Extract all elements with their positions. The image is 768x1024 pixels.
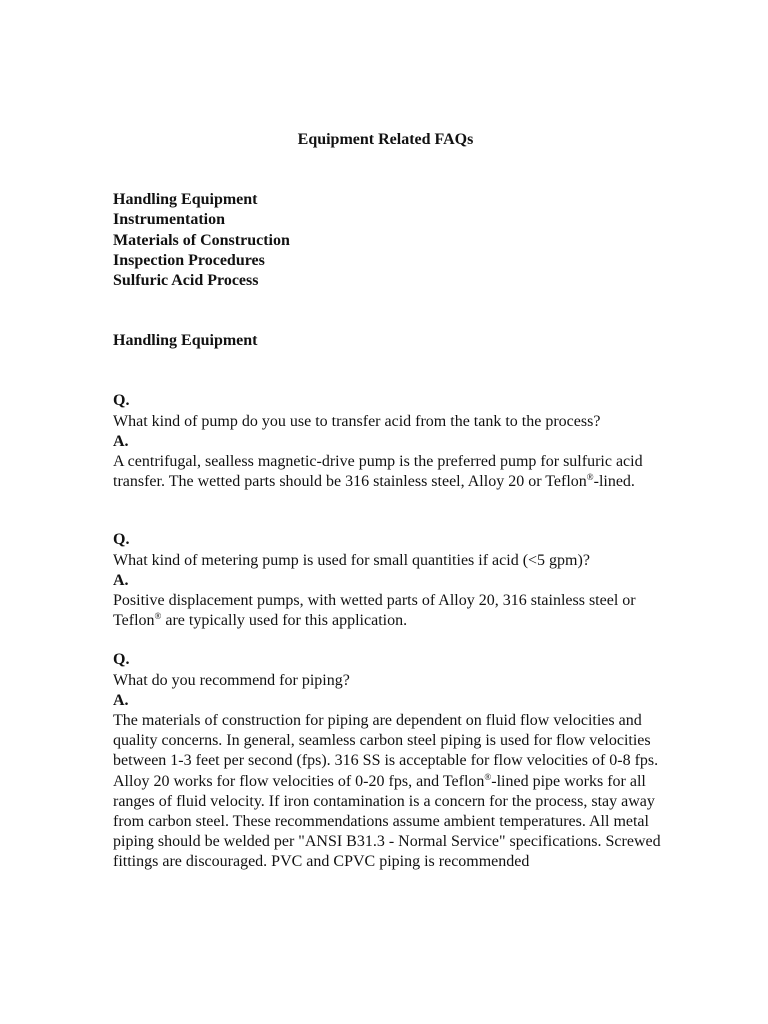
answer-text-part: -lined pipe works for all ranges of fluid velocity. If iron contamination is a concern for the process, stay away from carbon steel. These recommendations assume ambient temperatures. All metal piping should be welded per "ANSI B31.3 - Normal Service" specifications. Screwed fittings are discouraged. PVC and CPVC piping is recommended bbox=[113, 772, 661, 871]
question-label: Q. bbox=[113, 651, 130, 669]
faq-item bbox=[113, 391, 673, 492]
registered-mark: ® bbox=[154, 611, 162, 622]
faq-item bbox=[113, 530, 673, 631]
answer-text-part: -lined. bbox=[593, 473, 635, 491]
faq-item bbox=[113, 650, 673, 872]
table-of-contents bbox=[113, 190, 673, 291]
answer-text bbox=[113, 711, 673, 873]
answer-text-part: A centrifugal, sealless magnetic-drive pump is the preferred pump for sulfuric acid transfer. The wetted parts should be 316 stainless steel, Alloy 20 or Teflon bbox=[113, 453, 643, 491]
toc-item-materials-of-construction[interactable]: Materials of Construction bbox=[113, 231, 290, 249]
registered-mark: ® bbox=[586, 472, 594, 483]
answer-text bbox=[113, 591, 673, 631]
answer-text bbox=[113, 452, 673, 492]
toc-item-instrumentation[interactable]: Instrumentation bbox=[113, 211, 226, 229]
document-title: Equipment Related FAQs bbox=[297, 131, 474, 148]
question-text: What kind of pump do you use to transfer acid from the tank to the process? bbox=[113, 412, 601, 430]
answer-text-part: Positive displacement pumps, with wetted parts of Alloy 20, 316 stainless steel or Teflon bbox=[113, 592, 636, 630]
answer-label: A. bbox=[113, 571, 129, 589]
toc-item-inspection-procedures[interactable]: Inspection Procedures bbox=[113, 251, 265, 269]
registered-mark: ® bbox=[484, 771, 492, 782]
answer-text-part: are typically used for this application. bbox=[161, 612, 408, 630]
question-text: What do you recommend for piping? bbox=[113, 671, 350, 689]
document-page bbox=[113, 130, 673, 873]
answer-label: A. bbox=[113, 691, 129, 709]
question-text: What kind of metering pump is used for small quantities if acid (<5 gpm)? bbox=[113, 551, 590, 569]
answer-label: A. bbox=[113, 432, 129, 450]
section-heading: Handling Equipment bbox=[113, 332, 258, 350]
question-label: Q. bbox=[113, 531, 130, 549]
answer-text-part: The materials of construction for piping are dependent on fluid flow velocities and quality concerns. In general, seamless carbon steel piping is used for flow velocities between 1-3 feet per second (fps). 316 SS is acceptable for flow velocities of 0-8 fps. Alloy 20 works for flow velocities of 0-20 fps, and Teflon bbox=[113, 712, 659, 790]
question-label: Q. bbox=[113, 392, 130, 410]
toc-item-handling-equipment[interactable]: Handling Equipment bbox=[113, 191, 258, 209]
toc-item-sulfuric-acid-process[interactable]: Sulfuric Acid Process bbox=[113, 272, 259, 290]
